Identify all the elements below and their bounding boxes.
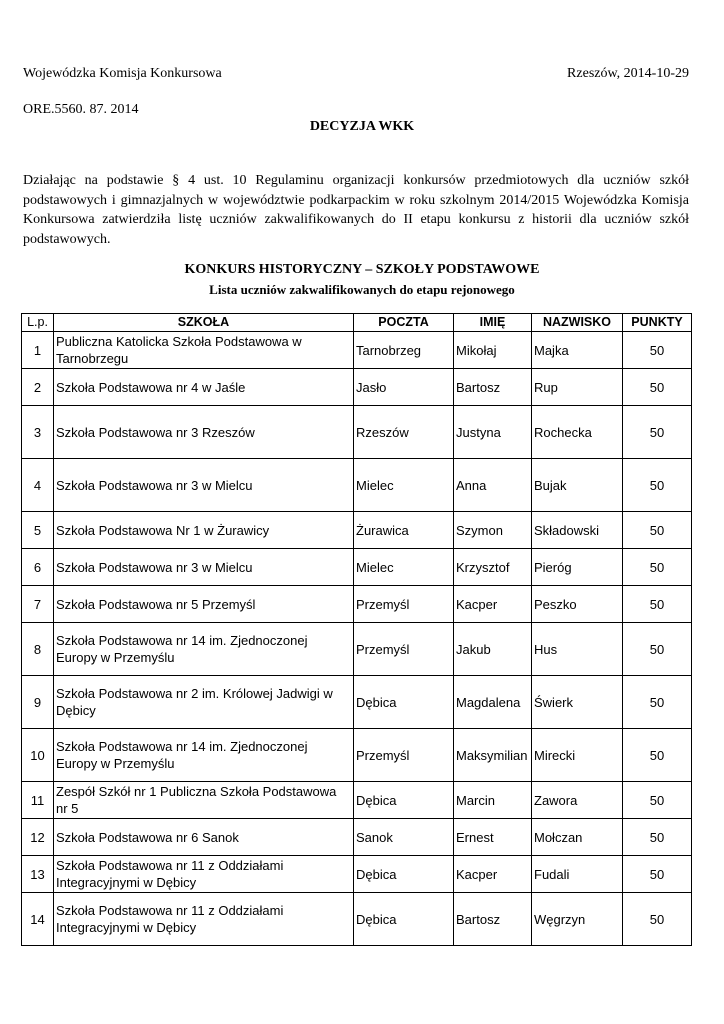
table-row (22, 369, 692, 406)
table-row (22, 623, 692, 676)
first-name-cell: Mikołaj (454, 332, 532, 369)
column-header-points: PUNKTY (623, 314, 692, 332)
points-cell: 50 (623, 459, 692, 512)
first-name-cell: Jakub (454, 623, 532, 676)
row-number-cell: 10 (22, 729, 54, 782)
last-name-cell: Rup (532, 369, 623, 406)
last-name-cell: Bujak (532, 459, 623, 512)
table-row (22, 819, 692, 856)
post-office-cell: Sanok (354, 819, 454, 856)
column-header-lp: L.p. (22, 314, 54, 332)
post-office-cell: Mielec (354, 549, 454, 586)
table-header-row (22, 314, 692, 332)
row-number-cell: 8 (22, 623, 54, 676)
dateline: Rzeszów, 2014-10-29 (567, 66, 689, 81)
row-number-cell: 2 (22, 369, 54, 406)
row-number-cell: 13 (22, 856, 54, 893)
points-cell: 50 (623, 549, 692, 586)
points-cell: 50 (623, 623, 692, 676)
row-number-cell: 6 (22, 549, 54, 586)
points-cell: 50 (623, 332, 692, 369)
list-subtitle: Lista uczniów zakwalifikowanych do etapu rejonowego (209, 282, 515, 297)
table-row (22, 406, 692, 459)
column-header-school: SZKOŁA (54, 314, 354, 332)
first-name-cell: Maksymilian (454, 729, 532, 782)
last-name-cell: Mołczan (532, 819, 623, 856)
last-name-cell: Rochecka (532, 406, 623, 459)
table-row (22, 332, 692, 369)
row-number-cell: 12 (22, 819, 54, 856)
first-name-cell: Kacper (454, 586, 532, 623)
last-name-cell: Hus (532, 623, 623, 676)
first-name-cell: Szymon (454, 512, 532, 549)
school-name-cell: Szkoła Podstawowa nr 3 Rzeszów (54, 406, 354, 459)
column-header-first-name: IMIĘ (454, 314, 532, 332)
row-number-cell: 9 (22, 676, 54, 729)
points-cell: 50 (623, 782, 692, 819)
contest-title: KONKURS HISTORYCZNY – SZKOŁY PODSTAWOWE (184, 262, 540, 277)
table-row (22, 729, 692, 782)
last-name-cell: Fudali (532, 856, 623, 893)
post-office-cell: Rzeszów (354, 406, 454, 459)
post-office-cell: Dębica (354, 893, 454, 946)
post-office-cell: Tarnobrzeg (354, 332, 454, 369)
first-name-cell: Magdalena (454, 676, 532, 729)
post-office-cell: Przemyśl (354, 586, 454, 623)
school-name-cell: Zespół Szkół nr 1 Publiczna Szkoła Podstawowa nr 5 (54, 782, 354, 819)
school-name-cell: Szkoła Podstawowa nr 4 w Jaśle (54, 369, 354, 406)
post-office-cell: Przemyśl (354, 729, 454, 782)
first-name-cell: Ernest (454, 819, 532, 856)
first-name-cell: Krzysztof (454, 549, 532, 586)
first-name-cell: Marcin (454, 782, 532, 819)
column-header-last-name: NAZWISKO (532, 314, 623, 332)
table-row (22, 459, 692, 512)
row-number-cell: 7 (22, 586, 54, 623)
school-name-cell: Szkoła Podstawowa nr 3 w Mielcu (54, 549, 354, 586)
school-name-cell: Szkoła Podstawowa nr 11 z Oddziałami Integracyjnymi w Dębicy (54, 893, 354, 946)
school-name-cell: Szkoła Podstawowa nr 11 z Oddziałami Integracyjnymi w Dębicy (54, 856, 354, 893)
points-cell: 50 (623, 406, 692, 459)
last-name-cell: Majka (532, 332, 623, 369)
school-name-cell: Szkoła Podstawowa nr 3 w Mielcu (54, 459, 354, 512)
row-number-cell: 5 (22, 512, 54, 549)
points-cell: 50 (623, 819, 692, 856)
points-cell: 50 (623, 512, 692, 549)
post-office-cell: Żurawica (354, 512, 454, 549)
first-name-cell: Bartosz (454, 369, 532, 406)
post-office-cell: Przemyśl (354, 623, 454, 676)
row-number-cell: 4 (22, 459, 54, 512)
post-office-cell: Jasło (354, 369, 454, 406)
points-cell: 50 (623, 586, 692, 623)
school-name-cell: Szkoła Podstawowa Nr 1 w Żurawicy (54, 512, 354, 549)
last-name-cell: Peszko (532, 586, 623, 623)
decision-title: DECYZJA WKK (309, 119, 415, 134)
table-row (22, 856, 692, 893)
post-office-cell: Dębica (354, 676, 454, 729)
reference-number: ORE.5560. 87. 2014 (23, 102, 139, 117)
issuer-name: Wojewódzka Komisja Konkursowa (23, 66, 222, 81)
table-row (22, 893, 692, 946)
last-name-cell: Pieróg (532, 549, 623, 586)
school-name-cell: Szkoła Podstawowa nr 5 Przemyśl (54, 586, 354, 623)
qualified-students-table (21, 313, 692, 946)
table-row (22, 549, 692, 586)
table-row (22, 512, 692, 549)
post-office-cell: Mielec (354, 459, 454, 512)
table-row (22, 782, 692, 819)
post-office-cell: Dębica (354, 782, 454, 819)
table-row (22, 586, 692, 623)
first-name-cell: Anna (454, 459, 532, 512)
school-name-cell: Szkoła Podstawowa nr 14 im. Zjednoczonej Europy w Przemyślu (54, 623, 354, 676)
table-row (22, 676, 692, 729)
first-name-cell: Justyna (454, 406, 532, 459)
post-office-cell: Dębica (354, 856, 454, 893)
row-number-cell: 14 (22, 893, 54, 946)
last-name-cell: Mirecki (532, 729, 623, 782)
points-cell: 50 (623, 676, 692, 729)
row-number-cell: 1 (22, 332, 54, 369)
points-cell: 50 (623, 856, 692, 893)
column-header-post: POCZTA (354, 314, 454, 332)
points-cell: 50 (623, 729, 692, 782)
last-name-cell: Węgrzyn (532, 893, 623, 946)
last-name-cell: Świerk (532, 676, 623, 729)
points-cell: 50 (623, 893, 692, 946)
school-name-cell: Szkoła Podstawowa nr 6 Sanok (54, 819, 354, 856)
first-name-cell: Kacper (454, 856, 532, 893)
row-number-cell: 11 (22, 782, 54, 819)
points-cell: 50 (623, 369, 692, 406)
last-name-cell: Składowski (532, 512, 623, 549)
school-name-cell: Szkoła Podstawowa nr 14 im. Zjednoczonej Europy w Przemyślu (54, 729, 354, 782)
decision-body-text: Działając na podstawie § 4 ust. 10 Regulaminu organizacji konkursów przedmiotowych dla uczniów szkół podstawowych i gimnazjalnych w województwie podkarpackim w roku szkolnym 2014/2015 Wojewódzka Komisja Konkursowa zatwierdziła listę uczniów zakwalifikowanych do II etapu konkursu z historii dla uczniów szkół podstawowych. (23, 173, 689, 247)
school-name-cell: Szkoła Podstawowa nr 2 im. Królowej Jadwigi w Dębicy (54, 676, 354, 729)
last-name-cell: Zawora (532, 782, 623, 819)
school-name-cell: Publiczna Katolicka Szkoła Podstawowa w Tarnobrzegu (54, 332, 354, 369)
first-name-cell: Bartosz (454, 893, 532, 946)
row-number-cell: 3 (22, 406, 54, 459)
